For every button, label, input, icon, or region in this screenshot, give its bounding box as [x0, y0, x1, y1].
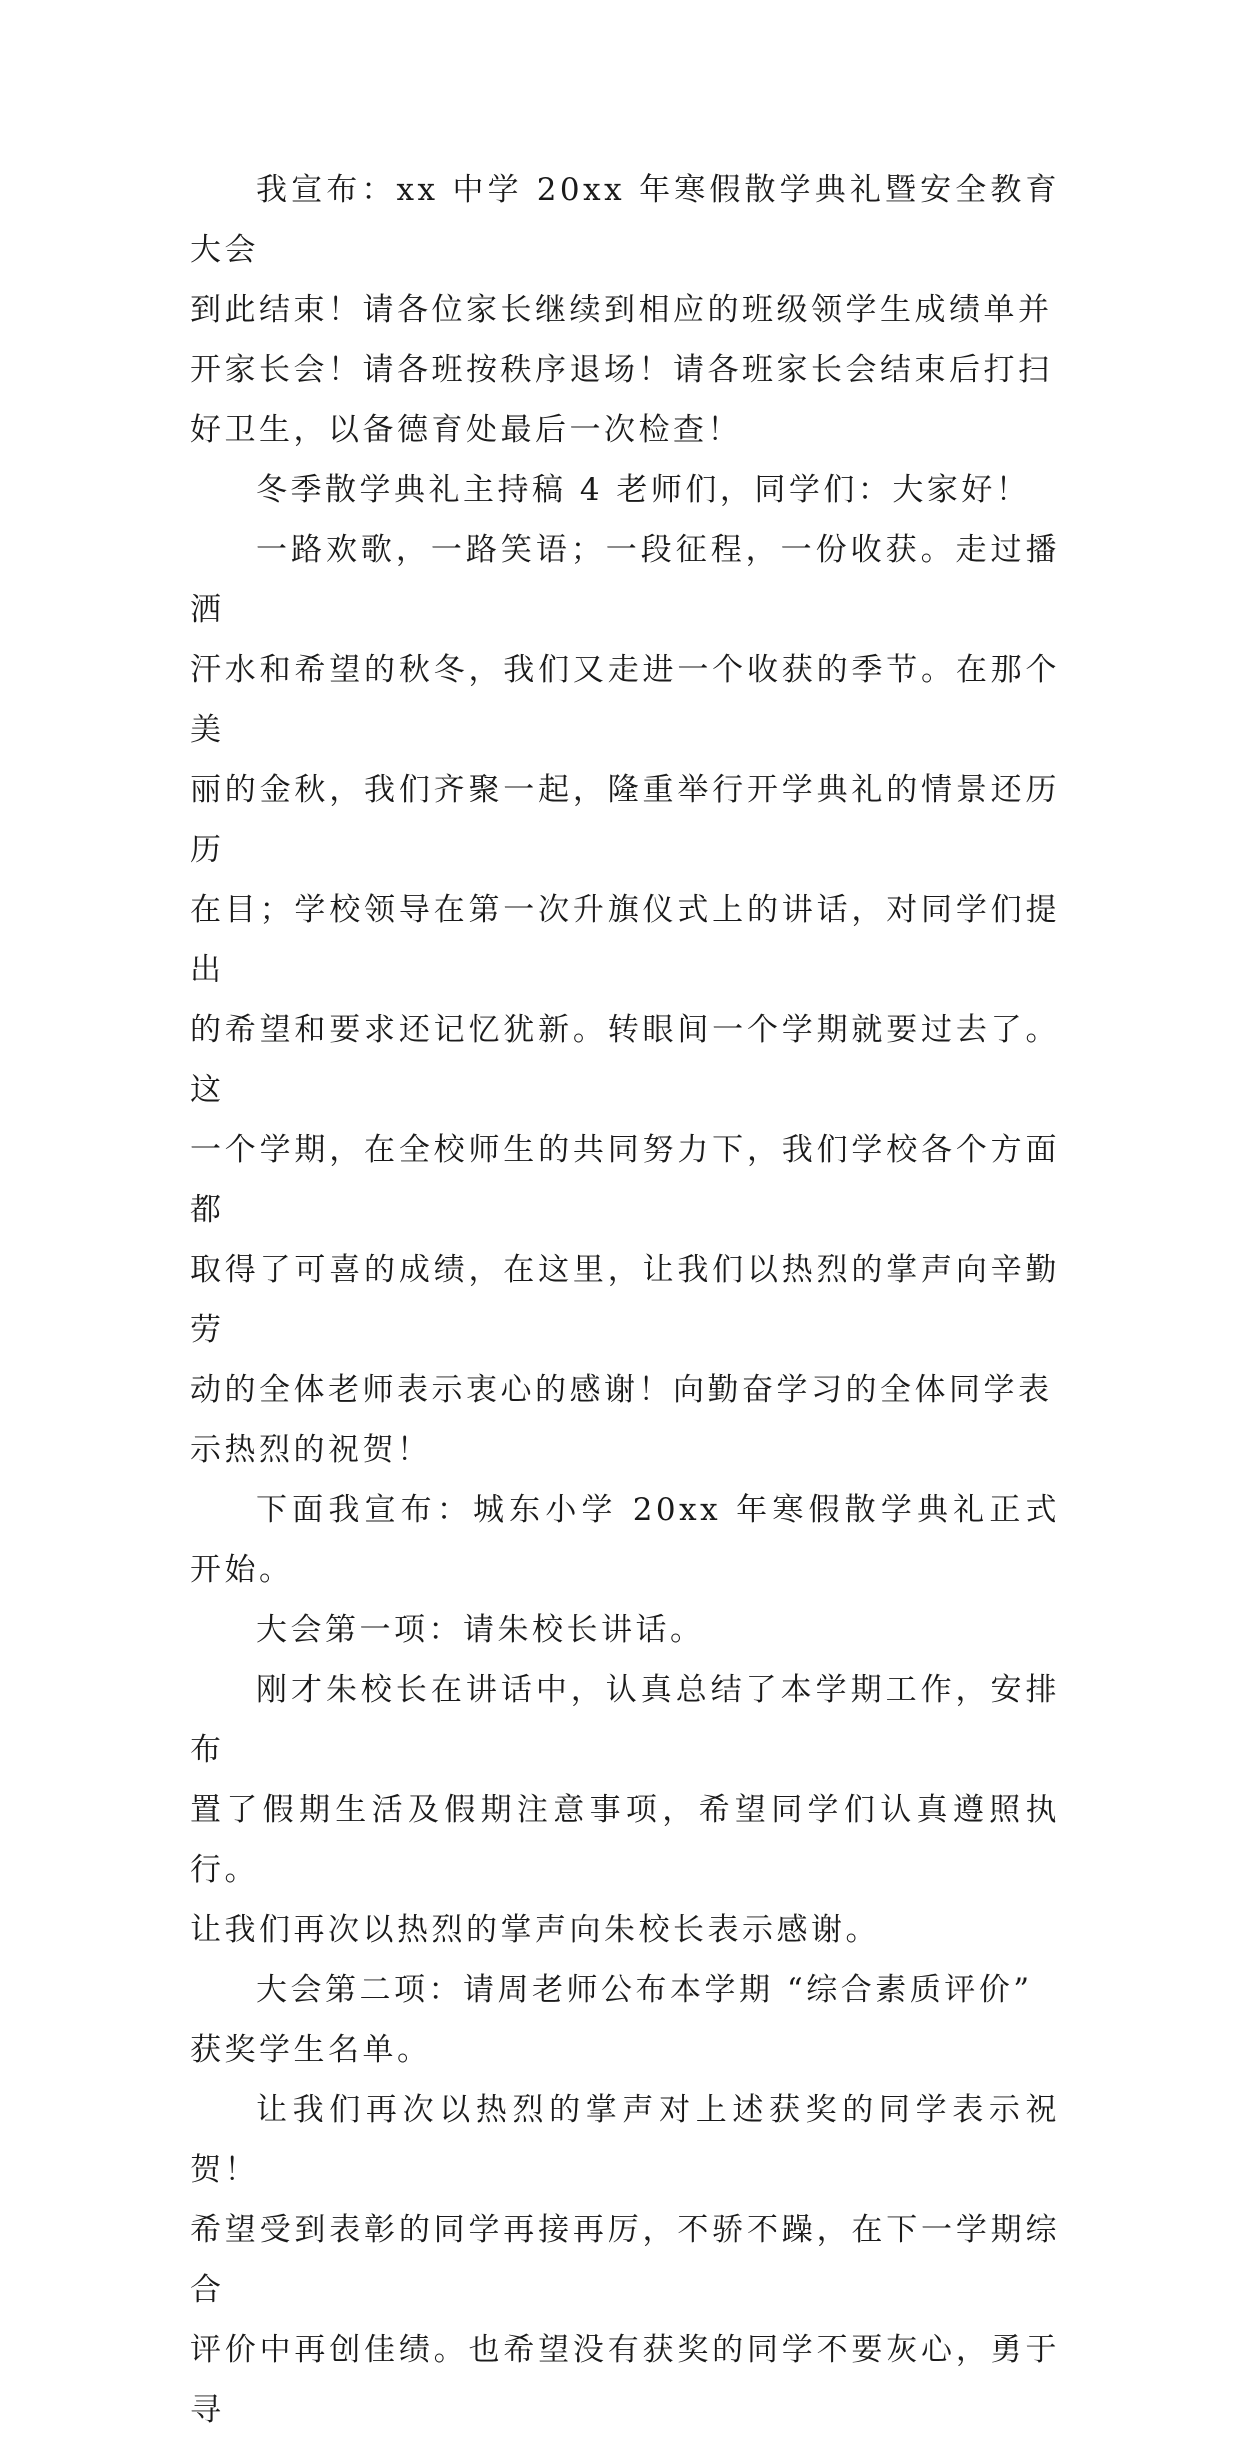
paragraph-congratulations: 让我们再次以热烈的掌声对上述获奖的同学表示祝贺！ 希望受到表彰的同学再接再厉，不骄不躁，在下一学期综合 评价中再创佳绩。也希望没有获奖的同学不要灰心，勇于寻	[190, 2092, 1060, 2428]
paragraph-semester-review: 一路欢歌，一路笑语；一段征程，一份收获。走过播洒 汗水和希望的秋冬，我们又走进一个收获的季节。在那个美 丽的金秋，我们齐聚一起，隆重举行开学典礼的情景还历历 在目；学校领导在第一次升旗仪式上的讲话，对同学们提出 的希望和要求还记忆犹新。转眼间一个学期就要过去了。这 一个学期，在全校师生的共同努力下，我们学校各个方面都 取得了可喜的成绩，在这里，让我们以热烈的掌声向辛勤劳 动的全体老师表示衷心的感谢！向勤奋学习的全体同学表 示热烈的祝贺！	[190, 532, 1060, 1468]
paragraph-principal-summary: 刚才朱校长在讲话中，认真总结了本学期工作，安排布 置了假期生活及假期注意事项，希望同学们认真遵照执行。 让我们再次以热烈的掌声向朱校长表示感谢。	[190, 1672, 1060, 1948]
paragraph-script-title-greeting: 冬季散学典礼主持稿 4 老师们，同学们：大家好！	[256, 472, 1031, 508]
paragraph-agenda-item-2: 大会第二项：请周老师公布本学期 “综合素质评价” 获奖学生名单。	[190, 1972, 1033, 2068]
document-body	[190, 160, 1060, 2440]
paragraph-closing-announcement: 我宣布：xx 中学 20xx 年寒假散学典礼暨安全教育大会 到此结束！请各位家长继续到相应的班级领学生成绩单并 开家长会！请各班按秩序退场！请各班家长会结束后打扫 好卫生，以备德育处最后一次检查！	[190, 172, 1060, 448]
paragraph-agenda-item-1: 大会第一项：请朱校长讲话。	[256, 1612, 705, 1648]
paragraph-opening-announcement: 下面我宣布：城东小学 20xx 年寒假散学典礼正式开始。	[190, 1492, 1060, 1588]
